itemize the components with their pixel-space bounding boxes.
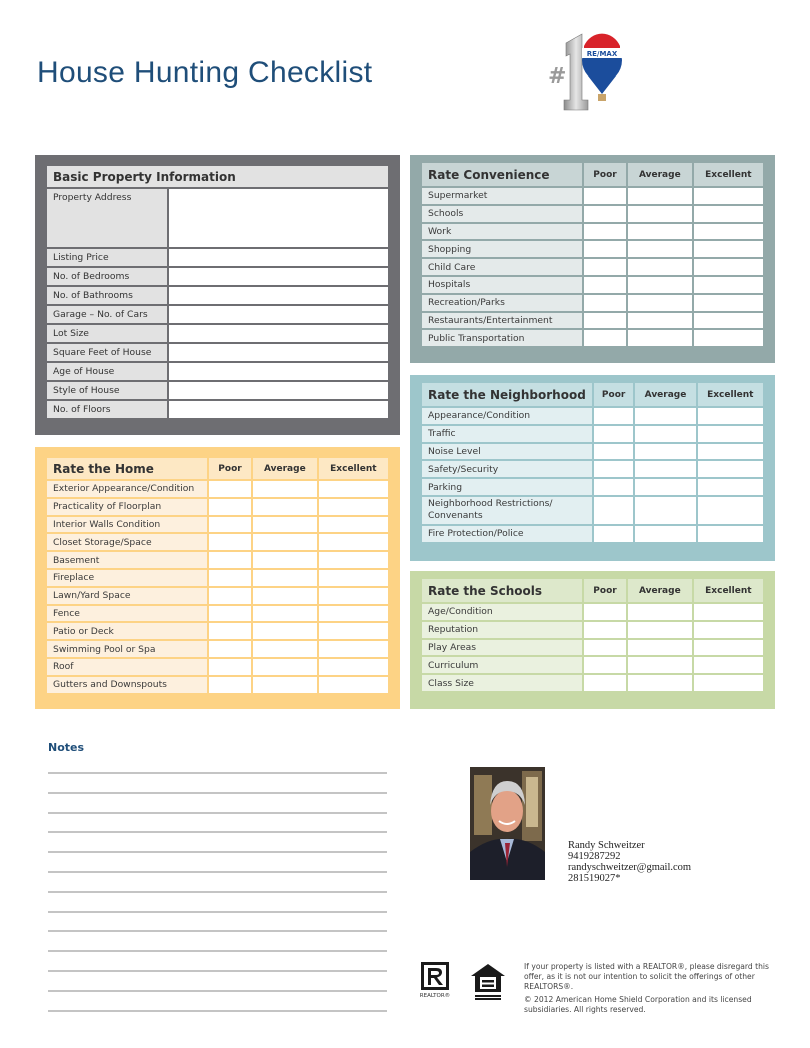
rating-cell-average[interactable] (253, 552, 317, 568)
rating-cell-poor[interactable] (209, 517, 251, 533)
table-row (422, 330, 763, 346)
rating-cell-excellent[interactable] (694, 640, 763, 656)
rating-cell-poor[interactable] (584, 622, 626, 638)
note-line[interactable] (48, 871, 387, 873)
note-line[interactable] (48, 950, 387, 952)
table-row (422, 657, 763, 673)
table-row (422, 622, 763, 638)
rating-cell-average[interactable] (253, 570, 317, 586)
table-row (47, 570, 388, 586)
table-row (47, 623, 388, 639)
row-label: Reputation (422, 622, 582, 638)
agent-license: 281519027* (568, 873, 621, 884)
rating-cell-average[interactable] (253, 623, 317, 639)
field-label: Age of House (47, 363, 167, 380)
field-label: No. of Floors (47, 401, 167, 418)
rating-cell-poor[interactable] (209, 659, 251, 675)
basic-property-panel (35, 155, 400, 435)
row-label: Play Areas (422, 640, 582, 656)
table-row (47, 588, 388, 604)
rating-cell-poor[interactable] (584, 277, 626, 293)
row-label: Traffic (422, 426, 592, 442)
row-label: Schools (422, 206, 582, 222)
listing-price-field[interactable] (169, 249, 388, 266)
field-label: Lot Size (47, 325, 167, 342)
field-label: Square Feet of House (47, 344, 167, 361)
rating-cell-average[interactable] (628, 206, 692, 222)
row-label: Age/Condition (422, 604, 582, 620)
table-row (422, 444, 763, 460)
rating-cell-poor[interactable] (594, 479, 634, 495)
page-title: House Hunting Checklist (37, 56, 373, 89)
column-poor: Poor (209, 458, 251, 479)
rate-convenience-table (420, 161, 765, 348)
rating-cell-average[interactable] (635, 479, 695, 495)
row-label: Gutters and Downspouts (47, 677, 207, 693)
rating-cell-average[interactable] (628, 295, 692, 311)
row-label: Safety/Security (422, 461, 592, 477)
rating-cell-excellent[interactable] (319, 499, 388, 515)
rating-cell-average[interactable] (253, 641, 317, 657)
age-field[interactable] (169, 363, 388, 380)
table-row (422, 313, 763, 329)
row-label: Basement (47, 552, 207, 568)
row-label: Noise Level (422, 444, 592, 460)
rating-cell-average[interactable] (628, 675, 692, 691)
column-poor: Poor (594, 383, 634, 406)
note-line[interactable] (48, 831, 387, 833)
agent-portrait-icon (470, 767, 545, 880)
table-row (422, 224, 763, 240)
svg-text:#: # (548, 64, 567, 89)
bathrooms-field[interactable] (169, 287, 388, 304)
property-address-field[interactable] (169, 189, 388, 247)
rating-cell-poor[interactable] (584, 295, 626, 311)
table-row (422, 408, 763, 424)
rating-cell-average[interactable] (628, 330, 692, 346)
note-line[interactable] (48, 812, 387, 814)
rate-neighborhood-title: Rate the Neighborhood (422, 383, 592, 406)
table-row (422, 526, 763, 542)
row-label: Parking (422, 479, 592, 495)
svg-text:RE/MAX: RE/MAX (586, 50, 618, 58)
rating-cell-excellent[interactable] (319, 552, 388, 568)
column-poor: Poor (584, 579, 626, 602)
rating-cell-poor[interactable] (594, 526, 634, 542)
rating-cell-poor[interactable] (209, 499, 251, 515)
row-label: Roof (47, 659, 207, 675)
rating-cell-average[interactable] (628, 259, 692, 275)
rating-cell-average[interactable] (628, 313, 692, 329)
rating-cell-average[interactable] (635, 444, 695, 460)
table-row (47, 659, 388, 675)
field-label: Property Address (47, 189, 167, 247)
row-label: Class Size (422, 675, 582, 691)
rate-home-table (45, 456, 390, 695)
table-row (422, 295, 763, 311)
rating-cell-poor[interactable] (584, 313, 626, 329)
rating-cell-poor[interactable] (594, 461, 634, 477)
table-row (422, 461, 763, 477)
row-label: Exterior Appearance/Condition (47, 481, 207, 497)
column-excellent: Excellent (319, 458, 388, 479)
rating-cell-poor[interactable] (594, 444, 634, 460)
rating-cell-average[interactable] (253, 606, 317, 622)
floors-field[interactable] (169, 401, 388, 418)
note-line[interactable] (48, 772, 387, 774)
rating-cell-excellent[interactable] (319, 677, 388, 693)
note-line[interactable] (48, 1010, 387, 1012)
rating-cell-excellent[interactable] (694, 277, 763, 293)
column-poor: Poor (584, 163, 626, 186)
rating-cell-poor[interactable] (584, 206, 626, 222)
rating-cell-poor[interactable] (209, 552, 251, 568)
rating-cell-excellent[interactable] (694, 295, 763, 311)
row-label: Lawn/Yard Space (47, 588, 207, 604)
row-label: Curriculum (422, 657, 582, 673)
agent-photo (470, 767, 545, 880)
rating-cell-excellent[interactable] (694, 330, 763, 346)
rating-cell-excellent[interactable] (694, 604, 763, 620)
rate-neighborhood-table (420, 381, 765, 544)
rating-cell-poor[interactable] (209, 481, 251, 497)
rating-cell-average[interactable] (635, 461, 695, 477)
rate-schools-title: Rate the Schools (422, 579, 582, 602)
table-row (422, 188, 763, 204)
rating-cell-average[interactable] (628, 640, 692, 656)
basic-property-table (45, 164, 390, 420)
row-label: Hospitals (422, 277, 582, 293)
rating-cell-excellent[interactable] (698, 444, 763, 460)
rating-cell-excellent[interactable] (698, 426, 763, 442)
rating-cell-poor[interactable] (584, 259, 626, 275)
column-average: Average (628, 579, 692, 602)
rating-cell-excellent[interactable] (319, 659, 388, 675)
rating-cell-excellent[interactable] (319, 606, 388, 622)
field-label: No. of Bathrooms (47, 287, 167, 304)
agent-name: Randy Schweitzer (568, 840, 645, 851)
rating-cell-excellent[interactable] (319, 517, 388, 533)
rating-cell-poor[interactable] (584, 330, 626, 346)
row-label: Practicality of Floorplan (47, 499, 207, 515)
rating-cell-excellent[interactable] (694, 675, 763, 691)
rating-cell-excellent[interactable] (694, 241, 763, 257)
rate-neighborhood-panel (410, 375, 775, 561)
rating-cell-poor[interactable] (209, 534, 251, 550)
rating-cell-excellent[interactable] (698, 479, 763, 495)
rating-cell-average[interactable] (628, 241, 692, 257)
realtor-logo-icon (419, 962, 451, 998)
column-excellent: Excellent (694, 579, 763, 602)
rating-cell-poor[interactable] (594, 497, 634, 524)
rating-cell-excellent[interactable] (698, 408, 763, 424)
rating-cell-average[interactable] (628, 604, 692, 620)
rating-cell-excellent[interactable] (319, 641, 388, 657)
rating-cell-excellent[interactable] (694, 657, 763, 673)
rating-cell-poor[interactable] (584, 604, 626, 620)
rate-home-panel (35, 447, 400, 709)
rating-cell-excellent[interactable] (319, 588, 388, 604)
rating-cell-poor[interactable] (584, 224, 626, 240)
rating-cell-poor[interactable] (594, 408, 634, 424)
lot-size-field[interactable] (169, 325, 388, 342)
rating-cell-poor[interactable] (584, 640, 626, 656)
note-line[interactable] (48, 851, 387, 853)
table-row (422, 497, 763, 524)
rating-cell-average[interactable] (253, 481, 317, 497)
rating-cell-poor[interactable] (584, 241, 626, 257)
rating-cell-average[interactable] (628, 657, 692, 673)
row-label: Interior Walls Condition (47, 517, 207, 533)
row-label: Restaurants/Entertainment (422, 313, 582, 329)
row-label: Shopping (422, 241, 582, 257)
square-feet-field[interactable] (169, 344, 388, 361)
row-label: Closet Storage/Space (47, 534, 207, 550)
rating-cell-excellent[interactable] (694, 259, 763, 275)
notes-title: Notes (48, 741, 85, 754)
rating-cell-excellent[interactable] (694, 224, 763, 240)
column-average: Average (635, 383, 695, 406)
rating-cell-excellent[interactable] (694, 188, 763, 204)
table-row (422, 640, 763, 656)
remax-logo-icon (544, 28, 634, 118)
table-row (47, 481, 388, 497)
row-label: Child Care (422, 259, 582, 275)
rating-cell-excellent[interactable] (694, 206, 763, 222)
column-excellent: Excellent (698, 383, 763, 406)
note-line[interactable] (48, 792, 387, 794)
rating-cell-poor[interactable] (594, 426, 634, 442)
table-row (47, 534, 388, 550)
rate-schools-panel (410, 571, 775, 709)
table-row (422, 604, 763, 620)
row-label: Work (422, 224, 582, 240)
rating-cell-excellent[interactable] (319, 623, 388, 639)
table-row (422, 426, 763, 442)
row-label: Appearance/Condition (422, 408, 592, 424)
rating-cell-average[interactable] (253, 499, 317, 515)
rating-cell-poor[interactable] (209, 623, 251, 639)
rate-home-title: Rate the Home (47, 458, 207, 479)
table-row (422, 277, 763, 293)
rating-cell-average[interactable] (253, 517, 317, 533)
note-line[interactable] (48, 990, 387, 992)
column-average: Average (628, 163, 692, 186)
row-label: Patio or Deck (47, 623, 207, 639)
rating-cell-average[interactable] (253, 534, 317, 550)
field-label: No. of Bedrooms (47, 268, 167, 285)
table-row (47, 641, 388, 657)
rating-cell-poor[interactable] (209, 677, 251, 693)
rating-cell-average[interactable] (628, 224, 692, 240)
field-label: Listing Price (47, 249, 167, 266)
note-line[interactable] (48, 911, 387, 913)
agent-contact (568, 840, 691, 884)
table-row (422, 241, 763, 257)
disclaimer (524, 962, 769, 1018)
row-label: Fence (47, 606, 207, 622)
table-row (47, 552, 388, 568)
rating-cell-average[interactable] (628, 277, 692, 293)
table-row (47, 517, 388, 533)
rating-cell-poor[interactable] (209, 641, 251, 657)
rating-cell-excellent[interactable] (694, 313, 763, 329)
equal-housing-icon (469, 962, 507, 1002)
row-label: Fireplace (47, 570, 207, 586)
rate-convenience-title: Rate Convenience (422, 163, 582, 186)
table-row (47, 606, 388, 622)
realtor-label: REALTOR® (419, 993, 451, 998)
disclaimer-text: If your property is listed with a REALTOR®, please disregard this offer, as it is not our intention to solicit the offerings of other REALTORS®. (524, 962, 769, 991)
row-label: Recreation/Parks (422, 295, 582, 311)
agent-email[interactable]: randyschweitzer@gmail.com (568, 862, 692, 873)
field-label: Garage – No. of Cars (47, 306, 167, 323)
table-row (47, 677, 388, 693)
basic-property-title: Basic Property Information (47, 166, 388, 187)
table-row (422, 675, 763, 691)
rating-cell-poor[interactable] (584, 675, 626, 691)
note-line[interactable] (48, 970, 387, 972)
column-average: Average (253, 458, 317, 479)
row-label: Fire Protection/Police (422, 526, 592, 542)
table-row (47, 499, 388, 515)
rating-cell-poor[interactable] (209, 606, 251, 622)
field-label: Style of House (47, 382, 167, 399)
style-field[interactable] (169, 382, 388, 399)
rating-cell-average[interactable] (635, 426, 695, 442)
rating-cell-excellent[interactable] (319, 534, 388, 550)
rate-schools-table (420, 577, 765, 693)
rating-cell-average[interactable] (635, 526, 695, 542)
rating-cell-excellent[interactable] (698, 526, 763, 542)
rating-cell-excellent[interactable] (319, 481, 388, 497)
rating-cell-poor[interactable] (584, 657, 626, 673)
rate-convenience-panel (410, 155, 775, 363)
rating-cell-average[interactable] (628, 622, 692, 638)
rating-cell-excellent[interactable] (698, 497, 763, 524)
table-row (422, 479, 763, 495)
note-line[interactable] (48, 930, 387, 932)
rating-cell-average[interactable] (628, 188, 692, 204)
rating-cell-poor[interactable] (209, 570, 251, 586)
column-excellent: Excellent (694, 163, 763, 186)
rating-cell-average[interactable] (253, 588, 317, 604)
copyright-text: © 2012 American Home Shield Corporation and its licensed subsidiaries. All rights reserved. (524, 995, 752, 1014)
row-label: Neighborhood Restrictions/ Convenants (422, 497, 592, 524)
table-row (422, 206, 763, 222)
rating-cell-average[interactable] (635, 408, 695, 424)
table-row (422, 259, 763, 275)
note-line[interactable] (48, 891, 387, 893)
bedrooms-field[interactable] (169, 268, 388, 285)
agent-phone[interactable]: 9419287292 (568, 851, 621, 862)
rating-cell-average[interactable] (253, 677, 317, 693)
row-label: Supermarket (422, 188, 582, 204)
row-label: Swimming Pool or Spa (47, 641, 207, 657)
rating-cell-poor[interactable] (584, 188, 626, 204)
rating-cell-average[interactable] (635, 497, 695, 524)
rating-cell-poor[interactable] (209, 588, 251, 604)
row-label: Public Transportation (422, 330, 582, 346)
rating-cell-excellent[interactable] (694, 622, 763, 638)
rating-cell-excellent[interactable] (698, 461, 763, 477)
rating-cell-average[interactable] (253, 659, 317, 675)
garage-field[interactable] (169, 306, 388, 323)
rating-cell-excellent[interactable] (319, 570, 388, 586)
